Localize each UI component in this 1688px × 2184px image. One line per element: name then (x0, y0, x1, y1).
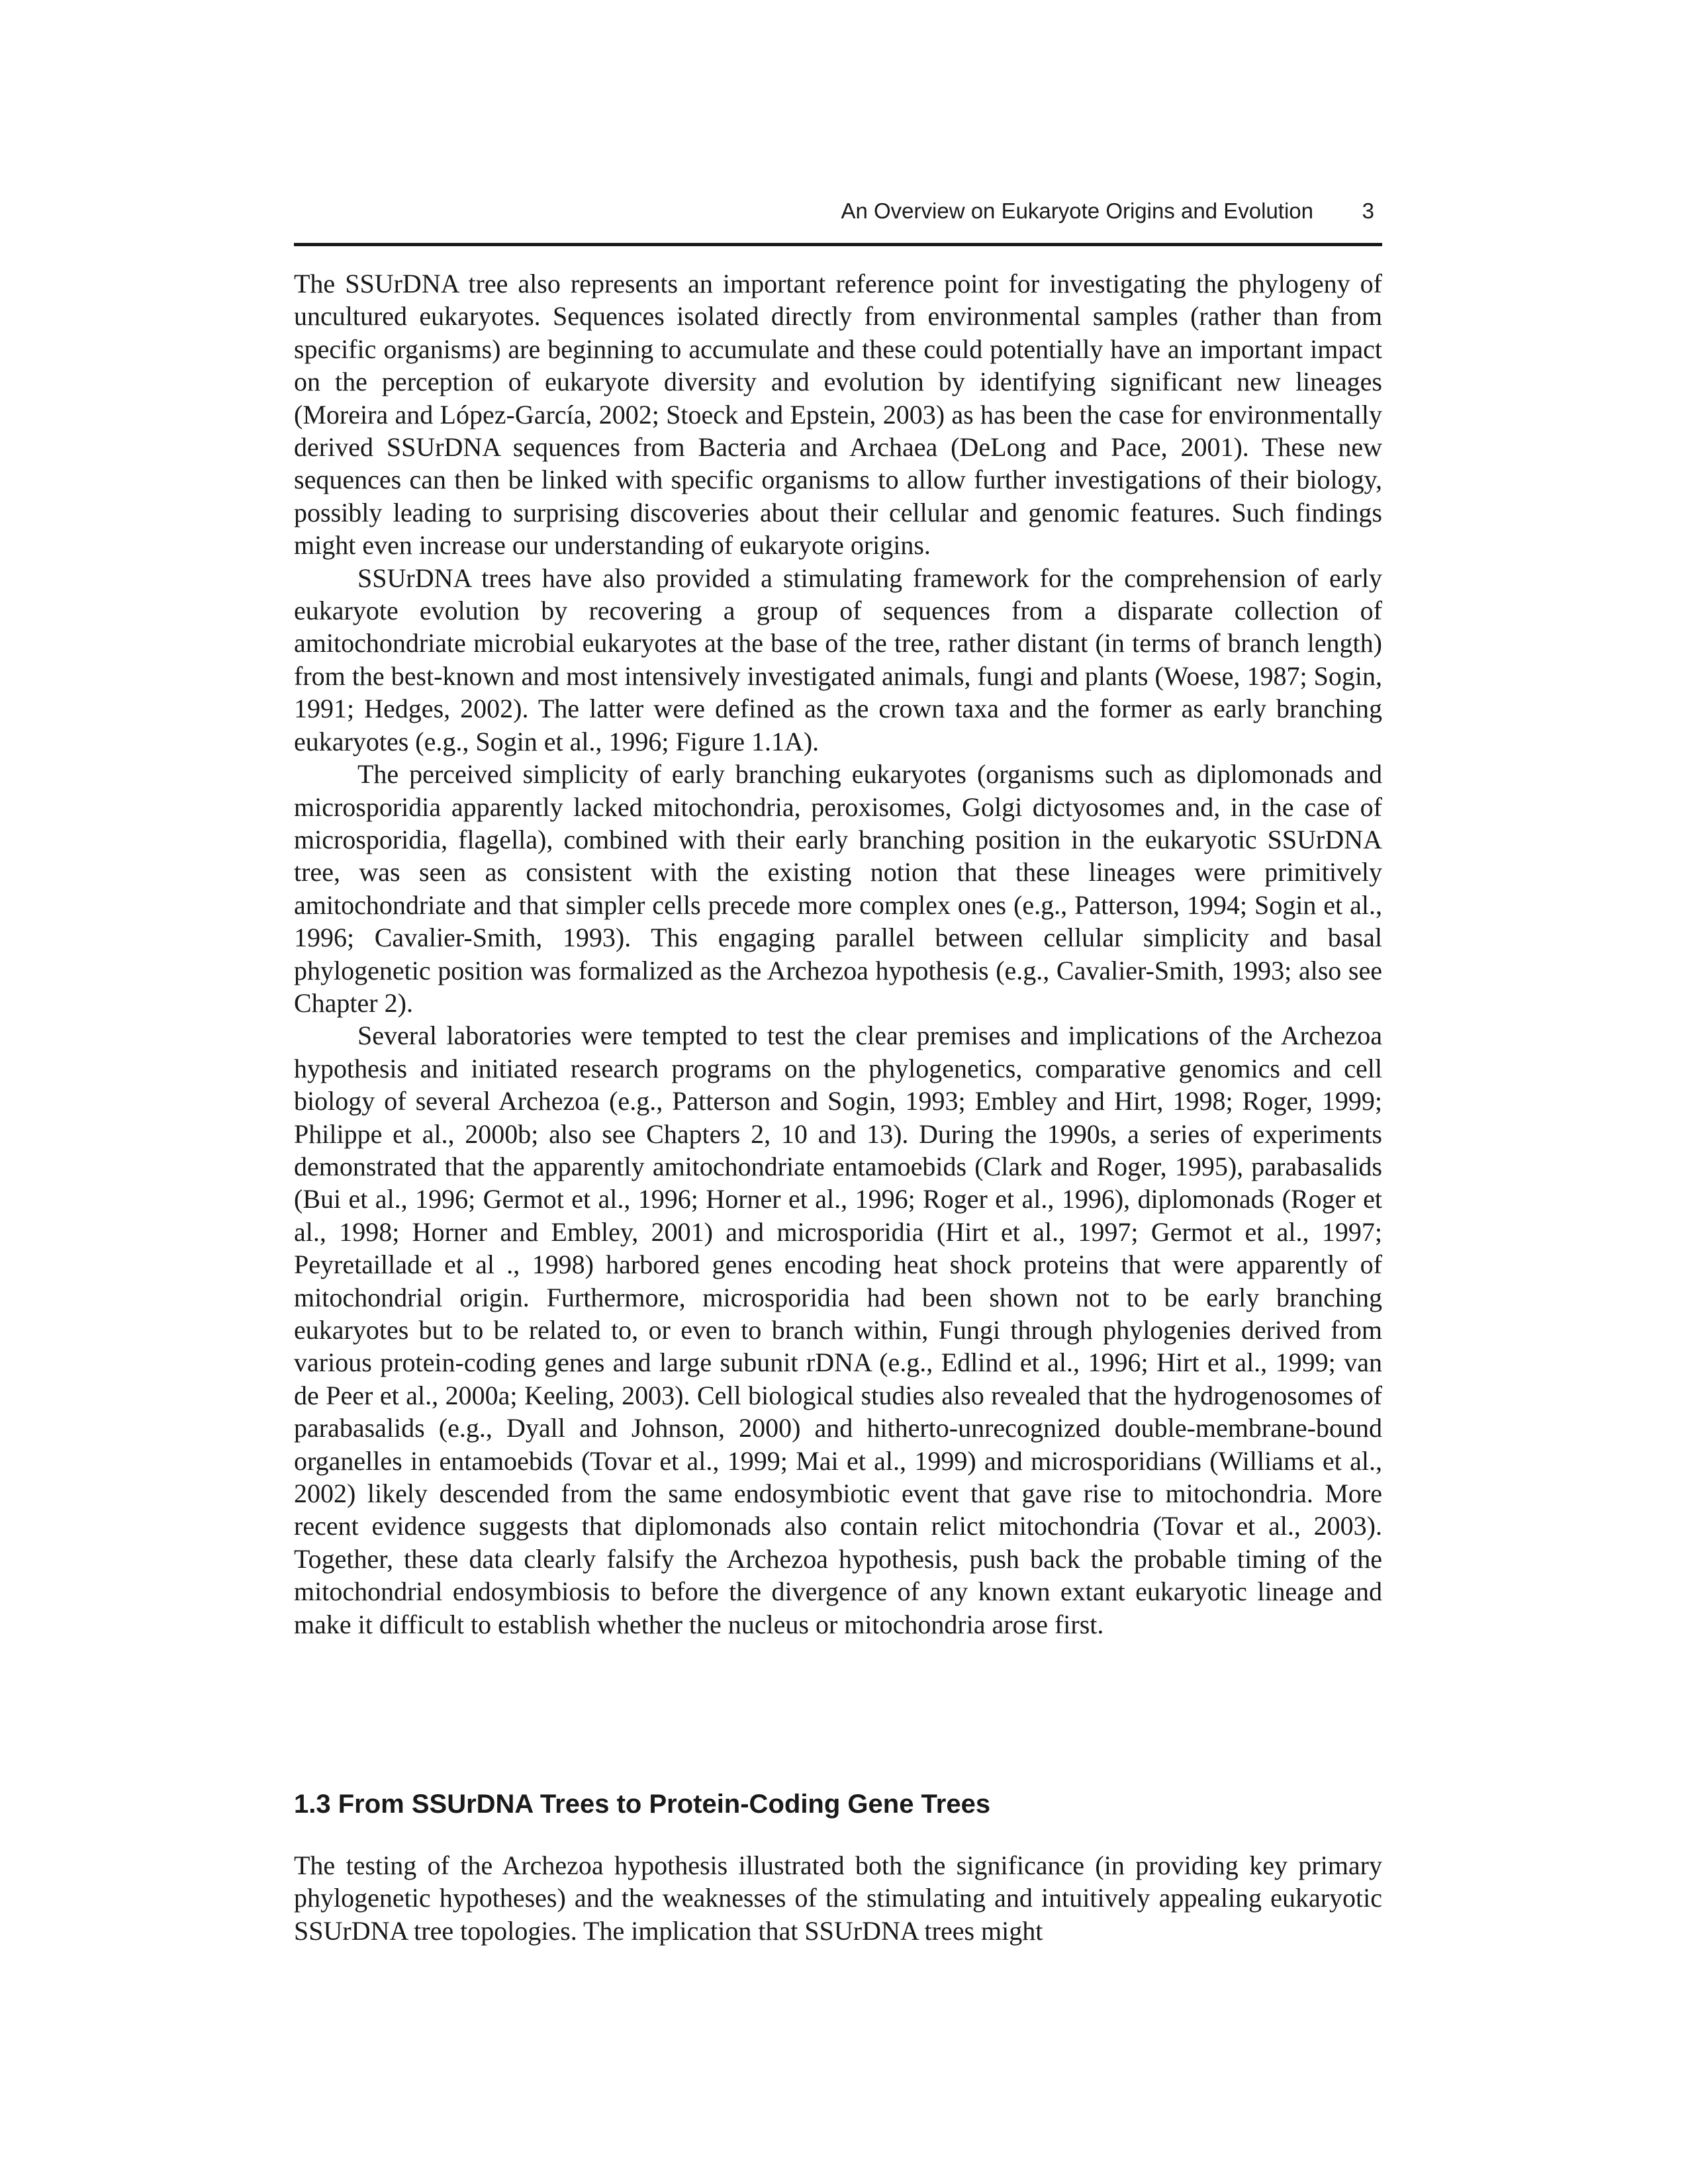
running-title: An Overview on Eukaryote Origins and Evolution (841, 199, 1313, 223)
paragraph-4: Several laboratories were tempted to test the clear premises and implications of the Archezoa hypothesis and initiated research programs on the phylogenetics, comparative genomics and cell biology of several Archezoa (e.g., Patterson and Sogin, 1993; Embley and Hirt, 1998; Roger, 1999; Philippe et al., 2000b; also see Chapters 2, 10 and 13). During the 1990s, a series of experiments demonstrated that the apparently amitochondriate entamoebids (Clark and Roger, 1995), parabasalids (Bui et al., 1996; Germot et al., 1996; Horner et al., 1996; Roger et al., 1996), diplomonads (Roger et al., 1998; Horner and Embley, 2001) and microsporidia (Hirt et al., 1997; Germot et al., 1997; Peyretaillade et al ., 1998) harbored genes encoding heat shock proteins that were apparently of mitochondrial origin. Furthermore, microsporidia had been shown not to be early branching eukaryotes but to be related to, or even to branch within, Fungi through phylogenies derived from various protein-coding genes and large subunit rDNA (e.g., Edlind et al., 1996; Hirt et al., 1999; van de Peer et al., 2000a; Keeling, 2003). Cell biological studies also revealed that the hydrogenosomes of parabasalids (e.g., Dyall and Johnson, 2000) and hitherto-unrecognized double-membrane-bound organelles in entamoebids (Tovar et al., 1999; Mai et al., 1999) and microsporidians (Williams et al., 2002) likely descended from the same endosymbiotic event that gave rise to mitochondria. More recent evidence suggests that diplomonads also contain relict mitochondria (Tovar et al., 2003). Together, these data clearly falsify the Archezoa hypothesis, push back the probable timing of the mitochondrial endosymbiosis to before the divergence of any known extant eukaryotic lineage and make it difficult to establish whether the nucleus or mitochondria arose first. (294, 1021, 1382, 1639)
section-paragraph: The testing of the Archezoa hypothesis illustrated both the significance (in providing key primary phylogenetic hypotheses) and the weaknesses of the stimulating and intuitively appealing eukaryotic SSUrDNA tree topologies. The implication that SSUrDNA trees might (294, 1850, 1382, 1946)
paragraph-2: SSUrDNA trees have also provided a stimulating framework for the comprehension of early eukaryote evolution by recovering a group of sequences from a disparate collection of amitochondriate microbial eukaryotes at the base of the tree, rather distant (in terms of branch length) from the best-known and most intensively investigated animals, fungi and plants (Woese, 1987; Sogin, 1991; Hedges, 2002). The latter were defined as the crown taxa and the former as early branching eukaryotes (e.g., Sogin et al., 1996; Figure 1.1A). (294, 563, 1382, 756)
page-number: 3 (1362, 199, 1374, 223)
section-heading: 1.3 From SSUrDNA Trees to Protein-Coding Gene Trees (294, 1790, 991, 1819)
body-text (294, 267, 1382, 1641)
paragraph-1: The SSUrDNA tree also represents an important reference point for investigating the phylogeny of uncultured eukaryotes. Sequences isolated directly from environmental samples (rather than from specific organisms) are beginning to accumulate and these could potentially have an important impact on the perception of eukaryote diversity and evolution by identifying significant new lineages (Moreira and López-García, 2002; Stoeck and Epstein, 2003) as has been the case for environmentally derived SSUrDNA sequences from Bacteria and Archaea (DeLong and Pace, 2001). These new sequences can then be linked with specific organisms to allow further investigations of their biology, possibly leading to surprising discoveries about their cellular and genomic features. Such findings might even increase our understanding of eukaryote origins. (294, 269, 1382, 561)
header-rule (294, 243, 1382, 246)
paragraph-3: The perceived simplicity of early branching eukaryotes (organisms such as diplomonads and microsporidia apparently lacked mitochondria, peroxisomes, Golgi dictyosomes and, in the case of microsporidia, flagella), combined with their early branching position in the eukaryotic SSUrDNA tree, was seen as consistent with the existing notion that these lineages were primitively amitochondriate and that simpler cells precede more complex ones (e.g., Patterson, 1994; Sogin et al., 1996; Cavalier-Smith, 1993). This engaging parallel between cellular simplicity and basal phylogenetic position was formalized as the Archezoa hypothesis (e.g., Cavalier-Smith, 1993; also see Chapter 2). (294, 759, 1382, 1018)
section-body (294, 1849, 1382, 1947)
running-head (294, 196, 1382, 230)
